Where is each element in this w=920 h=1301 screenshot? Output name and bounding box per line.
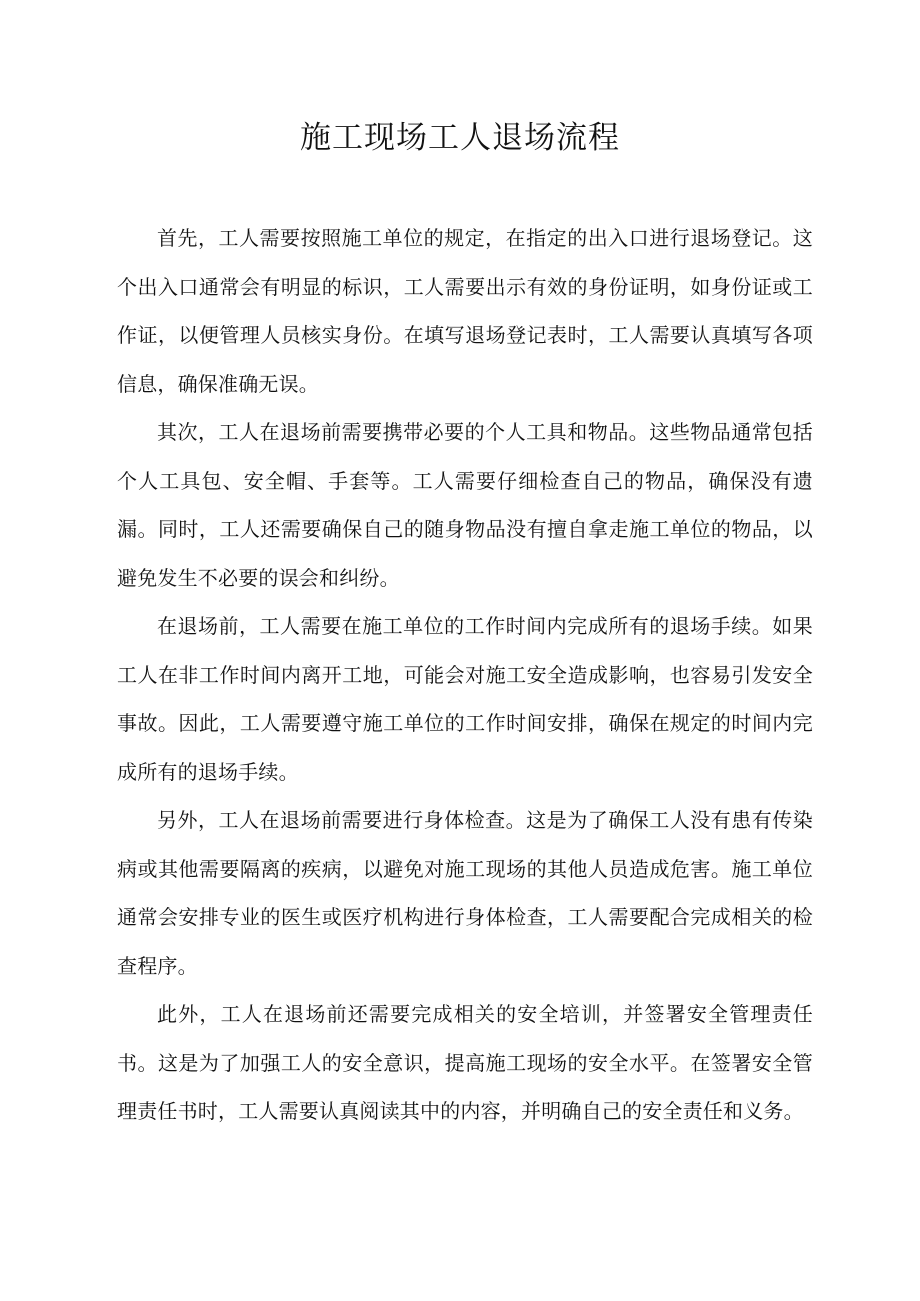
document-body xyxy=(117,214,813,1136)
paragraph-3: 在退场前，工人需要在施工单位的工作时间内完成所有的退场手续。如果工人在非工作时间内离开工地，可能会对施工安全造成影响，也容易引发安全事故。因此，工人需要遵守施工单位的工作时间安排，确保在规定的时间内完成所有的退场手续。 xyxy=(117,614,813,784)
paragraph-4: 另外，工人在退场前需要进行身体检查。这是为了确保工人没有患有传染病或其他需要隔离的疾病，以避免对施工现场的其他人员造成危害。施工单位通常会安排专业的医生或医疗机构进行身体检查，工人需要配合完成相关的检查程序。 xyxy=(117,808,813,978)
paragraph-2: 其次，工人在退场前需要携带必要的个人工具和物品。这些物品通常包括个人工具包、安全帽、手套等。工人需要仔细检查自己的物品，确保没有遗漏。同时，工人还需要确保自己的随身物品没有擅自拿走施工单位的物品，以避免发生不必要的误会和纠纷。 xyxy=(117,420,813,590)
paragraph-5: 此外，工人在退场前还需要完成相关的安全培训，并签署安全管理责任书。这是为了加强工人的安全意识，提高施工现场的安全水平。在签署安全管理责任书时，工人需要认真阅读其中的内容，并明确自己的安全责任和义务。 xyxy=(117,1002,813,1123)
paragraph-1: 首先，工人需要按照施工单位的规定，在指定的出入口进行退场登记。这个出入口通常会有明显的标识，工人需要出示有效的身份证明，如身份证或工作证，以便管理人员核实身份。在填写退场登记表时，工人需要认真填写各项信息，确保准确无误。 xyxy=(117,226,813,396)
page-title: 施工现场工人退场流程 xyxy=(300,120,620,156)
